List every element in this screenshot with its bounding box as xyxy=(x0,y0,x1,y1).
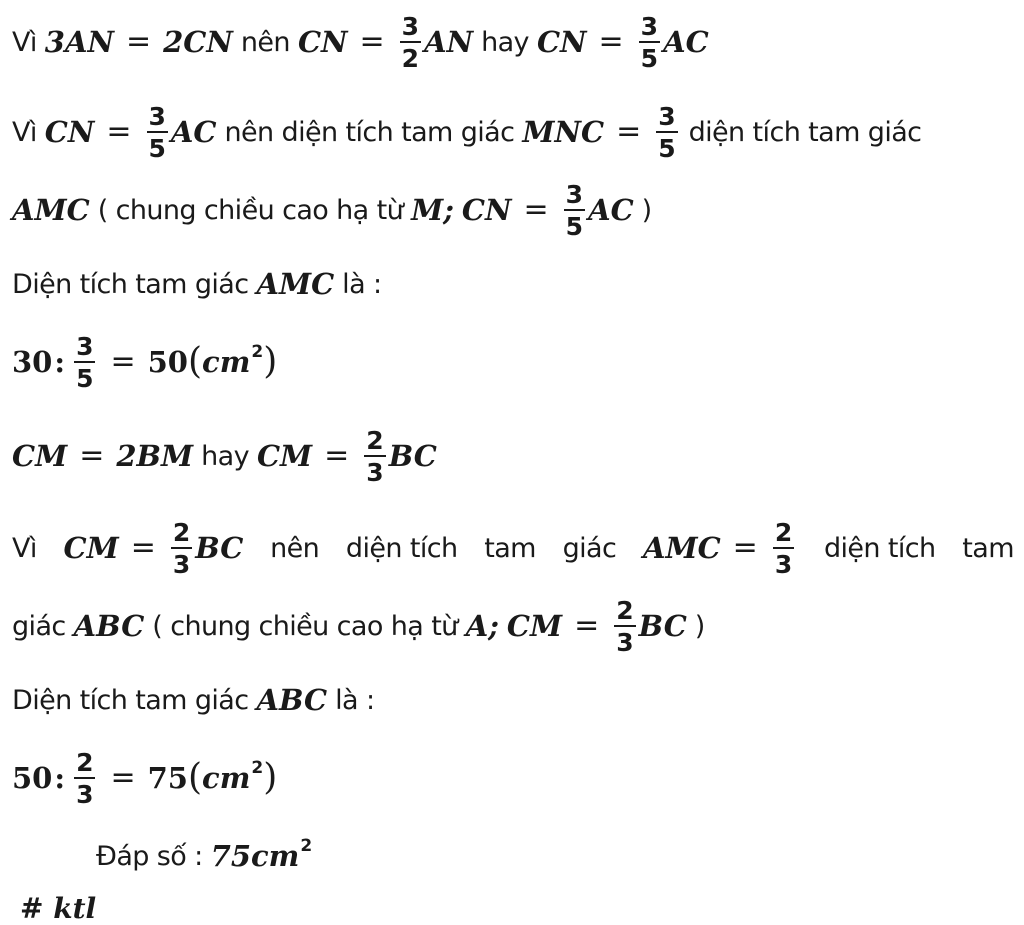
line-cn-ratio xyxy=(12,12,1014,72)
math-bc: BC xyxy=(388,438,437,473)
divide-colon: : xyxy=(54,760,66,795)
text-vi: Vì xyxy=(12,116,37,148)
text-dien-tich-tam-giac-cap: Diện tích tam giác xyxy=(12,684,249,716)
text-dien-tich-tam-giac-cap: Diện tích tam giác xyxy=(12,268,249,300)
equals-sign: = xyxy=(523,192,549,227)
cutoff-signature-text: # ktl xyxy=(20,892,97,925)
math-m-semicolon: M; xyxy=(411,192,454,227)
line-abc-area-heading xyxy=(12,670,1014,730)
math-cm: CM xyxy=(12,438,68,473)
math-ac: AC xyxy=(170,114,217,149)
line-answer xyxy=(96,826,1014,886)
left-paren: ( xyxy=(187,341,203,382)
text-giac: giác xyxy=(562,532,617,564)
left-paren: ( xyxy=(187,757,203,798)
math-abc: ABC xyxy=(73,608,145,643)
fraction-2-3: $\frac{2}{3}$ xyxy=(172,517,191,579)
text-close-paren: ) xyxy=(694,610,705,642)
text-la: là : xyxy=(335,684,375,716)
fraction-3-5: $\frac{3}{5}$ xyxy=(148,101,166,163)
math-cm: CM xyxy=(63,530,119,565)
fraction-3-5: $\frac{3}{5}$ xyxy=(565,179,584,241)
math-cn: CN xyxy=(461,192,512,227)
text-nen: nên xyxy=(270,532,320,564)
math-cn: CN xyxy=(536,24,587,59)
superscript-2: 2 xyxy=(300,835,313,856)
equals-sign: = xyxy=(616,114,642,149)
math-bc: BC xyxy=(638,608,687,643)
math-mnc: MNC xyxy=(522,114,605,149)
fraction-3-5: $\frac{3}{5}$ xyxy=(76,331,94,393)
equals-sign: = xyxy=(732,530,758,565)
equals-sign: = xyxy=(110,344,136,379)
line-cm-ratio xyxy=(12,426,1014,486)
text-dien-tich: diện tích xyxy=(345,532,458,564)
divide-colon: : xyxy=(54,344,66,379)
equals-sign: = xyxy=(110,760,136,795)
text-chung-chieu-cao: ( chung chiều cao hạ từ xyxy=(97,194,404,226)
math-amc: AMC xyxy=(256,266,335,301)
text-vi: Vì xyxy=(12,532,37,564)
math-cm: CM xyxy=(256,438,313,473)
text-chung-chieu-cao: ( chung chiều cao hạ từ xyxy=(152,610,458,642)
fraction-3-2: $\frac{3}{2}$ xyxy=(401,11,420,73)
math-unit-cm: cm xyxy=(202,760,251,795)
fraction-2-3: $\frac{2}{3}$ xyxy=(774,517,793,579)
text-dap-so: Đáp số : xyxy=(96,840,203,872)
text-nen-dien-tich: nên diện tích tam giác xyxy=(224,116,515,148)
right-paren: ) xyxy=(263,341,278,382)
line-amc-height xyxy=(12,180,1014,240)
math-2bm: 2BM xyxy=(116,438,194,473)
math-amc: AMC xyxy=(12,192,90,227)
math-amc: AMC xyxy=(642,530,721,565)
number-30: 30 xyxy=(12,344,53,379)
number-75: 75 xyxy=(147,760,188,795)
fraction-2-3: $\frac{2}{3}$ xyxy=(366,425,384,487)
number-50: 50 xyxy=(12,760,53,795)
text-tam: tam xyxy=(962,532,1014,564)
fraction-2-3: $\frac{2}{3}$ xyxy=(616,595,634,657)
math-unit-cm: cm xyxy=(202,344,251,379)
right-paren: ) xyxy=(263,757,278,798)
line-amc-calc xyxy=(12,332,1014,392)
math-a-semicolon: A; xyxy=(465,608,499,643)
equals-sign: = xyxy=(359,24,385,59)
text-vi: Vì xyxy=(12,26,37,58)
math-2cn: 2CN xyxy=(163,24,233,59)
math-cn: CN xyxy=(44,114,95,149)
equals-sign: = xyxy=(130,530,156,565)
text-nen: nên xyxy=(240,26,290,58)
equals-sign: = xyxy=(598,24,624,59)
number-50: 50 xyxy=(147,344,188,379)
math-an: AN xyxy=(424,24,474,59)
fraction-2-3: $\frac{2}{3}$ xyxy=(76,747,94,809)
math-ac: AC xyxy=(588,192,634,227)
math-cm-eq-frac xyxy=(63,517,244,579)
math-answer-value: 75cm xyxy=(210,838,300,873)
text-tam: tam xyxy=(484,532,536,564)
equals-sign: = xyxy=(125,24,152,59)
math-3an: 3AN xyxy=(44,24,114,59)
line-abc-height xyxy=(12,596,1014,656)
math-bc: BC xyxy=(195,530,244,565)
superscript-2: 2 xyxy=(251,757,264,778)
text-giac: giác xyxy=(12,610,66,642)
text-dien-tich: diện tích xyxy=(823,532,936,564)
text-close-paren: ) xyxy=(641,194,652,226)
equals-sign: = xyxy=(106,114,132,149)
equals-sign: = xyxy=(324,438,350,473)
math-cn: CN xyxy=(297,24,348,59)
line-amc-area-heading xyxy=(12,254,1014,314)
text-la: là : xyxy=(342,268,382,300)
math-ac: AC xyxy=(663,24,709,59)
math-amc-eq-frac xyxy=(642,517,797,579)
text-hay: hay xyxy=(481,26,529,58)
fraction-3-5: $\frac{3}{5}$ xyxy=(640,11,659,73)
text-dien-tich-tam-giac: diện tích tam giác xyxy=(688,116,922,148)
line-abc-calc xyxy=(12,748,1014,808)
fraction-3-5: $\frac{3}{5}$ xyxy=(658,101,676,163)
equals-sign: = xyxy=(79,438,105,473)
math-cm: CM xyxy=(506,608,563,643)
line-amc-area-ratio xyxy=(12,518,1014,578)
text-hay: hay xyxy=(201,440,249,472)
line-mnc-area xyxy=(12,102,1014,162)
equals-sign: = xyxy=(574,608,600,643)
superscript-2: 2 xyxy=(251,341,264,362)
math-abc: ABC xyxy=(256,682,328,717)
